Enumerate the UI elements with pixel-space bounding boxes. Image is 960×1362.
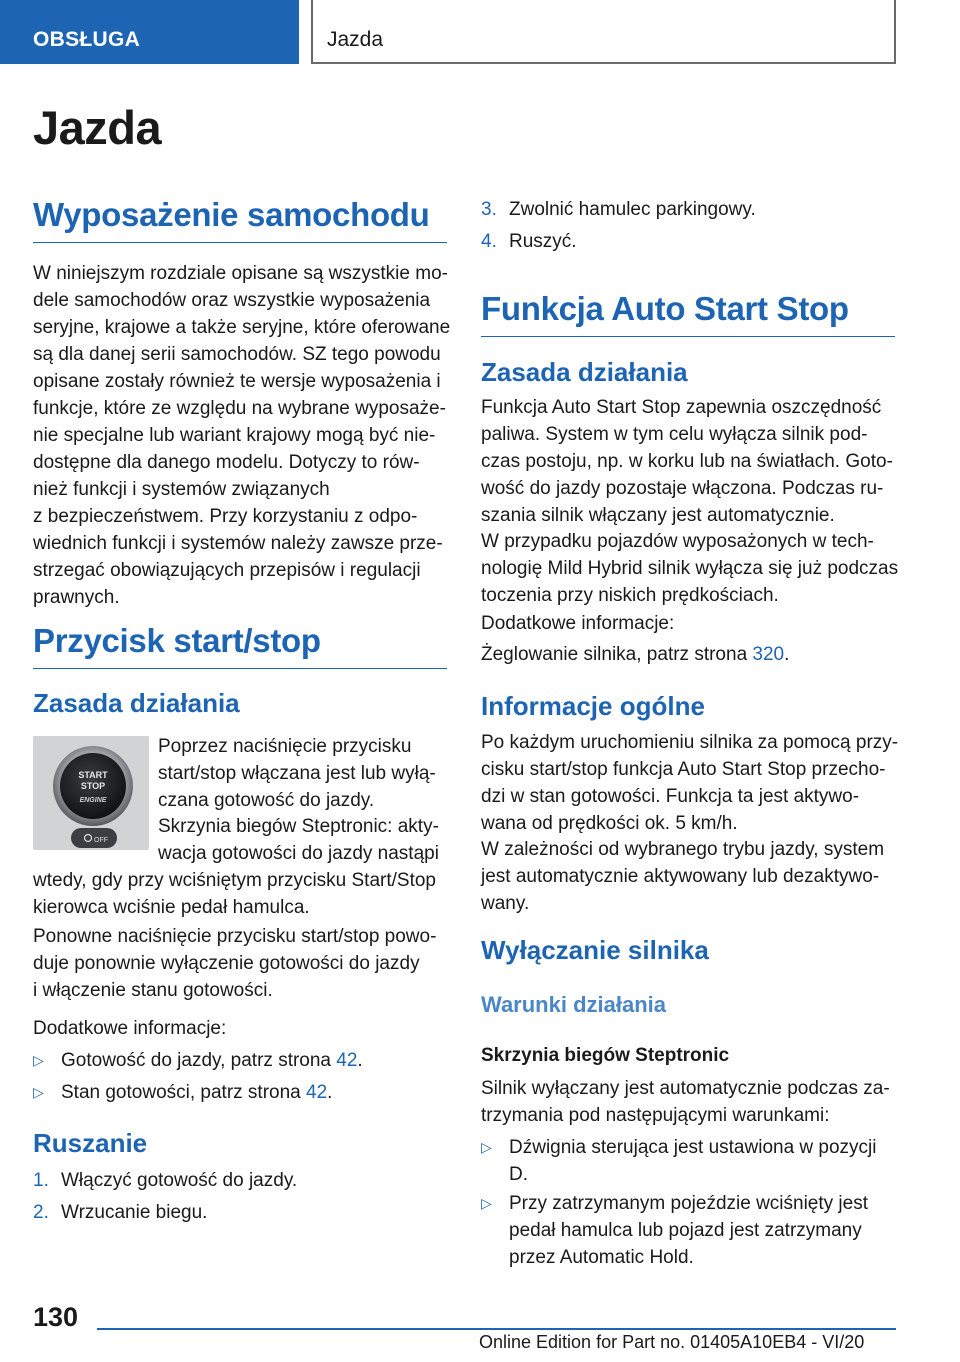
heading-warunki: Warunki działania bbox=[481, 992, 667, 1017]
paragraph-funkcja: Funkcja Auto Start Stop zapewnia oszczędność paliwa. System w tym celu wyłącza silnik pod- czas postoju, np. w korku lub na światłach. Goto- wość do jazdy pozostaje włączona. Podczas ru- szania silnik włączany jest automatycznie. bbox=[481, 397, 893, 526]
heading-zasada-left: Zasada działania bbox=[33, 688, 240, 718]
paragraph-ponowne: Ponowne naciśnięcie przycisku start/stop powo- duje ponownie wyłączenie gotowości do jazdy i włączenie stanu gotowości. bbox=[33, 926, 437, 1001]
paragraph-dodatkowe-left: Dodatkowe informacje: bbox=[33, 1018, 227, 1039]
heading-ruszanie: Ruszanie bbox=[33, 1128, 148, 1158]
paragraph-zeglowanie: Żeglowanie silnika, patrz strona 320. bbox=[481, 644, 790, 665]
svg-text:OFF: OFF bbox=[94, 837, 108, 844]
heading-przycisk: Przycisk start/stop bbox=[33, 622, 447, 669]
paragraph-skrzynia-cont: wtedy, gdy przy wciśniętym przycisku Start/Stop kierowca wciśnie pedał hamulca. bbox=[33, 870, 436, 918]
heading-wylaczanie: Wyłączanie silnika bbox=[481, 935, 709, 965]
triangle-bullet-icon: ▷ bbox=[33, 1052, 44, 1068]
paragraph-poprzez: Poprzez naciśnięcie przycisku start/stop włączana jest lub wyłą- czana gotowość do jazdy. bbox=[158, 736, 436, 811]
page-link-42[interactable]: 42 bbox=[306, 1082, 328, 1103]
edition-label: Online Edition for Part no. 01405A10EB4 - VI/20 bbox=[479, 1332, 865, 1352]
heading-informacje: Informacje ogólne bbox=[481, 691, 705, 721]
heading-wyposazenie: Wyposażenie samochodu bbox=[33, 196, 447, 243]
paragraph-dodatkowe-right: Dodatkowe informacje: bbox=[481, 613, 675, 634]
svg-text:STOP: STOP bbox=[80, 781, 106, 791]
start-stop-button-icon bbox=[33, 736, 149, 850]
svg-text:START: START bbox=[78, 770, 108, 780]
page-link-42[interactable]: 42 bbox=[336, 1050, 358, 1071]
paragraph-mild-hybrid: W przypadku pojazdów wyposażonych w tech- nologię Mild Hybrid silnik wyłącza się już podczas toczenia przy niskich prędkościach. bbox=[481, 531, 899, 606]
paragraph-po-kazdym: Po każdym uruchomieniu silnika za pomocą przy- cisku start/stop funkcja Auto Start Stop przecho- dzi w stan gotowości. Funkcja ta jest aktywo- wana od prędkości ok. 5 km/h. bbox=[481, 732, 899, 834]
section-tab bbox=[0, 0, 299, 64]
chapter-title: Jazda bbox=[33, 101, 162, 154]
heading-zasada-right: Zasada działania bbox=[481, 357, 688, 387]
section-label: OBSŁUGA bbox=[33, 28, 141, 51]
heading-skrzynia-steptronic: Skrzynia biegów Steptronic bbox=[481, 1045, 730, 1066]
paragraph-w-zaleznosci: W zależności od wybranego trybu jazdy, system jest automatycznie aktywowany lub dezaktywo- wany. bbox=[481, 839, 885, 914]
intro-paragraph: W niniejszym rozdziale opisane są wszystkie mo- dele samochodów oraz wszystkie wyposażenia seryjne, krajowe a także seryjne, które oferowane są dla danej serii samochodów. SZ tego powodu opisane zostały również te wersje wyposażenia i funkcje, które ze względu na wybrane wyposaże- nie specjalne lub wariant krajowy mogą być nie- dostępne dla danego modelu. Dotyczy to rów- nież funkcji i systemów związanych z bezpieczeństwem. Przy korzystaniu z odpo- wiednich funkcji i systemów należy zawsze prze- strzegać obowiązujących przepisów i regulacji prawnych. bbox=[33, 263, 451, 608]
triangle-bullet-icon: ▷ bbox=[481, 1195, 492, 1211]
paragraph-skrzynia: Skrzynia biegów Steptronic: akty- wacja gotowości do jazdy nastąpi bbox=[158, 816, 439, 864]
page-link-320[interactable]: 320 bbox=[752, 644, 785, 665]
topic-label: Jazda bbox=[327, 28, 384, 51]
footer-divider bbox=[97, 1328, 896, 1330]
page-number: 130 bbox=[33, 1302, 79, 1332]
topic-header bbox=[311, 0, 896, 64]
paragraph-silnik: Silnik wyłączany jest automatycznie podczas za- trzymania pod następującymi warunkami: bbox=[481, 1078, 890, 1126]
start-stop-button-image bbox=[33, 736, 149, 850]
svg-text:ENGINE: ENGINE bbox=[79, 797, 107, 804]
heading-auto-start-stop: Funkcja Auto Start Stop bbox=[481, 290, 895, 337]
triangle-bullet-icon: ▷ bbox=[481, 1139, 492, 1155]
triangle-bullet-icon: ▷ bbox=[33, 1084, 44, 1100]
